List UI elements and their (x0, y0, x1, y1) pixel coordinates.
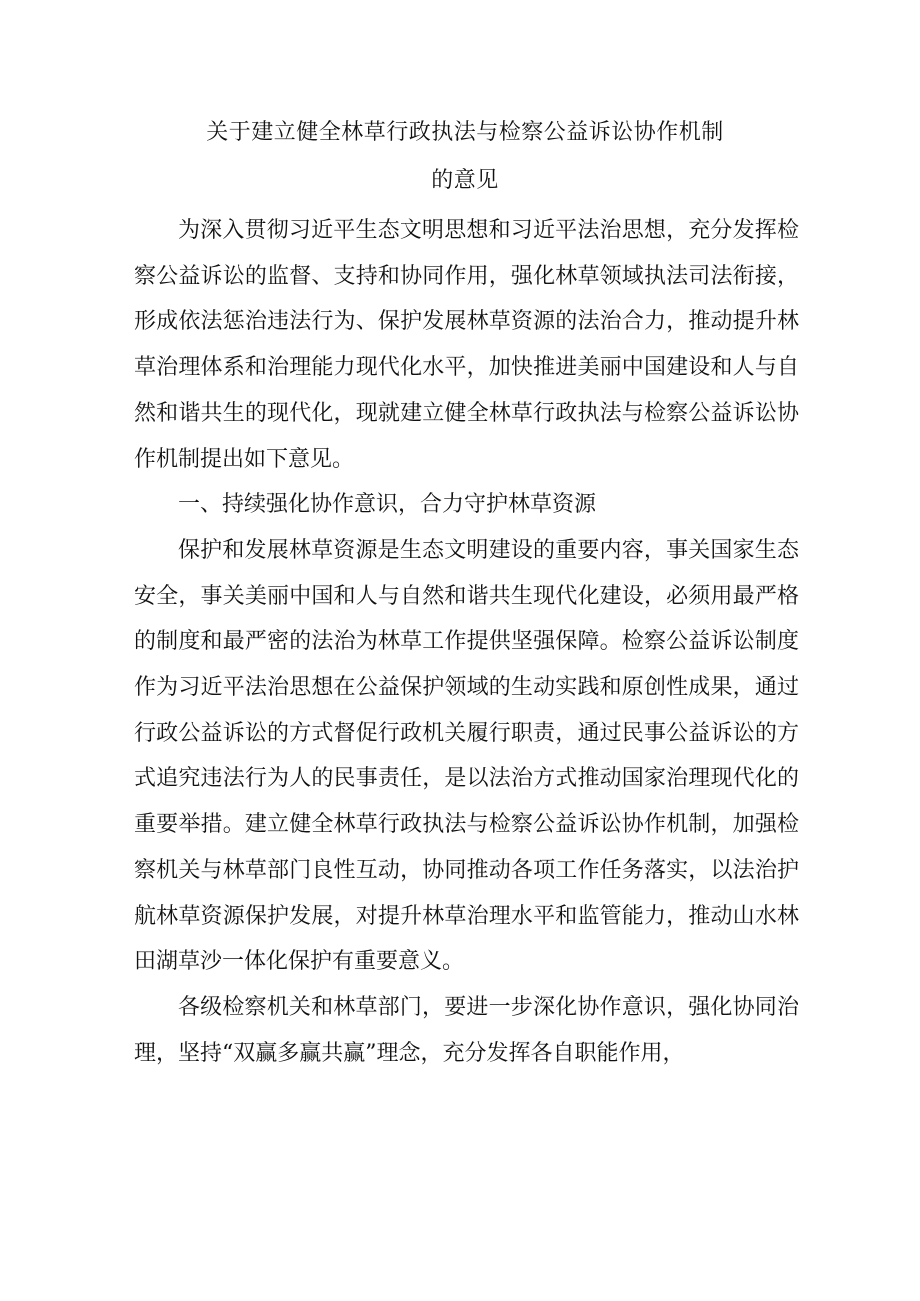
document-title-line-1: 关于建立健全林草行政执法与检察公益诉讼协作机制 (206, 120, 724, 145)
document-body (134, 208, 799, 1076)
body-paragraph: 保护和发展林草资源是生态文明建设的重要内容，事关国家生态安全，事关美丽中国和人与自然和谐共生现代化建设，必须用最严格的制度和最严密的法治为林草工作提供坚强保障。检察公益诉讼制度作为习近平法治思想在公益保护领域的生动实践和原创性成果，通过行政公益诉讼的方式督促行政机关履行职责，通过民事公益诉讼的方式追究违法行为人的民事责任，是以法治方式推动国家治理现代化的重要举措。建立健全林草行政执法与检察公益诉讼协作机制，加强检察机关与林草部门良性互动，协同推动各项工作任务落实，以法治护航林草资源保护发展，对提升林草治理水平和监管能力，推动山水林田湖草沙一体化保护有重要意义。 (134, 537, 799, 975)
body-paragraph: 各级检察机关和林草部门，要进一步深化协作意识，强化协同治理，坚持“双赢多赢共赢”理念，充分发挥各自职能作用， (134, 994, 799, 1066)
section-heading-1: 一、持续强化协作意识，合力守护林草资源 (178, 492, 597, 518)
document-title-line-2: 的意见 (431, 168, 499, 193)
intro-paragraph: 为深入贯彻习近平生态文明思想和习近平法治思想，充分发挥检察公益诉讼的监督、支持和协同作用，强化林草领域执法司法衔接，形成依法惩治违法行为、保护发展林草资源的法治合力，推动提升林草治理体系和治理能力现代化水平，加快推进美丽中国建设和人与自然和谐共生的现代化，现就建立健全林草行政执法与检察公益诉讼协作机制提出如下意见。 (134, 218, 799, 472)
